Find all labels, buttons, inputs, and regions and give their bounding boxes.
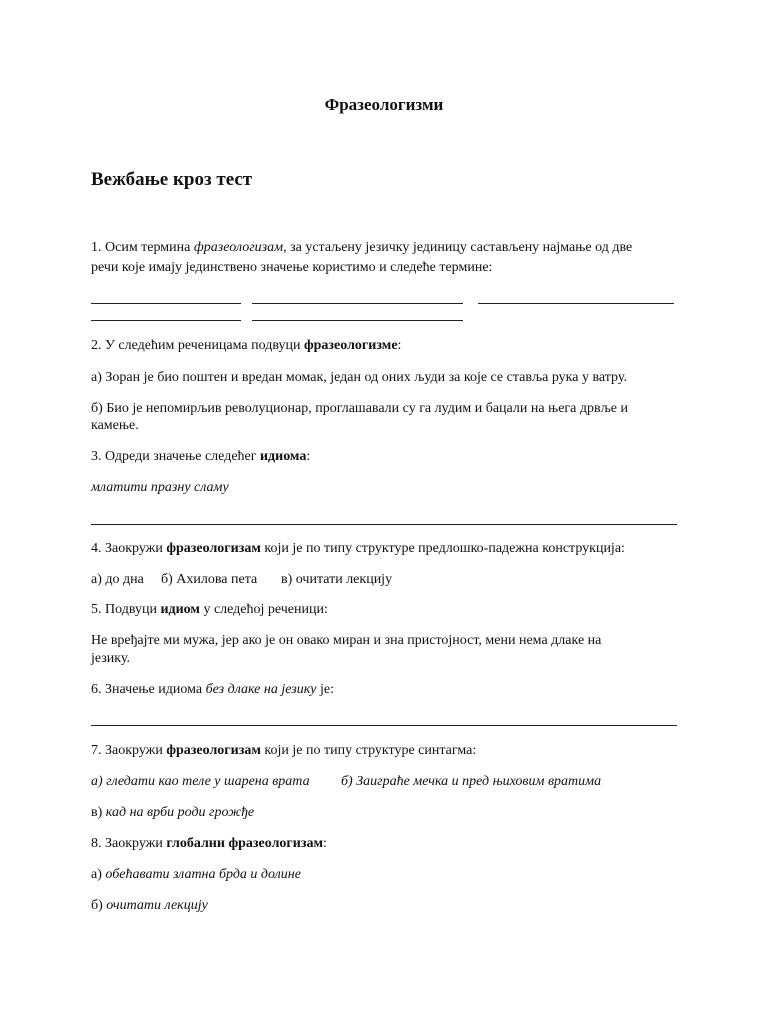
question-2-post: : [397, 338, 402, 353]
answer-blank[interactable] [478, 303, 674, 304]
question-4-text [91, 540, 625, 558]
question-1-text [91, 239, 632, 257]
question-6-idiom: без длаке на језику [205, 682, 317, 697]
answer-line[interactable] [91, 725, 677, 726]
question-6-post: је: [316, 682, 334, 697]
answer-blank[interactable] [252, 320, 463, 321]
answer-blank[interactable] [91, 320, 241, 321]
question-8-option-b[interactable] [91, 897, 208, 915]
question-5-keyword: идиом [160, 602, 200, 617]
question-1-rest: , за устаљену језичку јединицу састављену најмање од две [283, 240, 633, 255]
question-7-pre: 7. Заокружи [91, 743, 167, 758]
question-7-option-a[interactable] [91, 773, 310, 791]
question-8-pre: 8. Заокружи [91, 836, 167, 851]
question-4-pre: 4. Заокружи [91, 541, 167, 556]
question-6-pre: 6. Значење идиома [91, 682, 206, 697]
question-3-phrase-text: млатити празну сламу [91, 480, 229, 495]
question-4-option-b[interactable]: б) Ахилова пета [161, 572, 258, 587]
answer-blank[interactable] [252, 303, 463, 304]
question-7-option-b[interactable] [341, 773, 601, 791]
question-2-sentence-b-line-2: камење. [91, 418, 139, 433]
question-2-pre: 2. У следећим реченицама подвуци [91, 338, 304, 353]
question-2-sentence-a: а) Зоран је био поштен и вредан момак, један од оних људи за које се ставља рука у ватру. [91, 370, 627, 385]
question-1-number: 1. Осим термина [91, 240, 194, 255]
question-3-text [91, 448, 310, 466]
question-7-keyword: фразеологизам [166, 743, 261, 758]
question-5-post: у следећој реченици: [199, 602, 328, 617]
question-8-option-a-text: обећавати златна брда и долине [105, 867, 301, 882]
section-heading: Вежбање кроз тест [91, 169, 253, 190]
question-3-post: : [306, 449, 311, 464]
question-5-sentence-line-2: језику. [91, 651, 130, 666]
document-title: Фразеологизми [324, 95, 444, 114]
question-2-sentence-b-line-1: б) Био је непомирљив револуционар, проглашавали су га лудим и бацали на њега дрвље и [91, 401, 628, 416]
question-1-line-2: речи које имају јединствено значење користимо и следеће термине: [91, 260, 493, 275]
answer-blank[interactable] [91, 303, 241, 304]
question-2-keyword: фразеологизме [303, 338, 398, 353]
question-7-option-c-label: в) [91, 805, 106, 820]
question-4-keyword: фразеологизам [166, 541, 261, 556]
question-3-phrase [91, 479, 229, 497]
question-4-option-c[interactable]: в) очитати лекцију [281, 572, 393, 587]
question-8-text [91, 835, 327, 853]
question-5-text [91, 601, 328, 619]
question-7-option-b-text: б) Заиграће мечка и пред њиховим вратима [341, 774, 602, 789]
question-1-term: фразеологизам [193, 240, 284, 255]
question-8-option-a[interactable] [91, 866, 301, 884]
question-4-post: који је по типу структуре предлошко-падежна конструкција: [260, 541, 625, 556]
question-8-option-b-label: б) [91, 898, 107, 913]
question-4-option-a[interactable]: а) до дна [91, 572, 144, 587]
question-7-option-c[interactable] [91, 804, 254, 822]
question-7-text [91, 742, 476, 760]
question-8-keyword: глобални фразеологизам [166, 836, 324, 851]
question-8-post: : [323, 836, 327, 851]
question-3-keyword: идиома [259, 449, 307, 464]
answer-line[interactable] [91, 524, 677, 525]
question-8-option-a-label: а) [91, 867, 106, 882]
question-8-option-b-text: очитати лекцију [106, 898, 208, 913]
question-7-option-a-text: а) гледати као теле у шарена врата [91, 774, 310, 789]
question-3-pre: 3. Одреди значење следећег [91, 449, 260, 464]
question-7-option-c-text: кад на врби роди грожђе [105, 805, 255, 820]
question-5-sentence-line-1: Не вређајте ми мужа, јер ако је он овако миран и зна пристојност, мени нема длаке на [91, 633, 602, 648]
question-5-pre: 5. Подвуци [91, 602, 161, 617]
question-2-text [91, 337, 401, 355]
question-6-text [91, 681, 334, 699]
question-7-post: који је по типу структуре синтагма: [260, 743, 477, 758]
